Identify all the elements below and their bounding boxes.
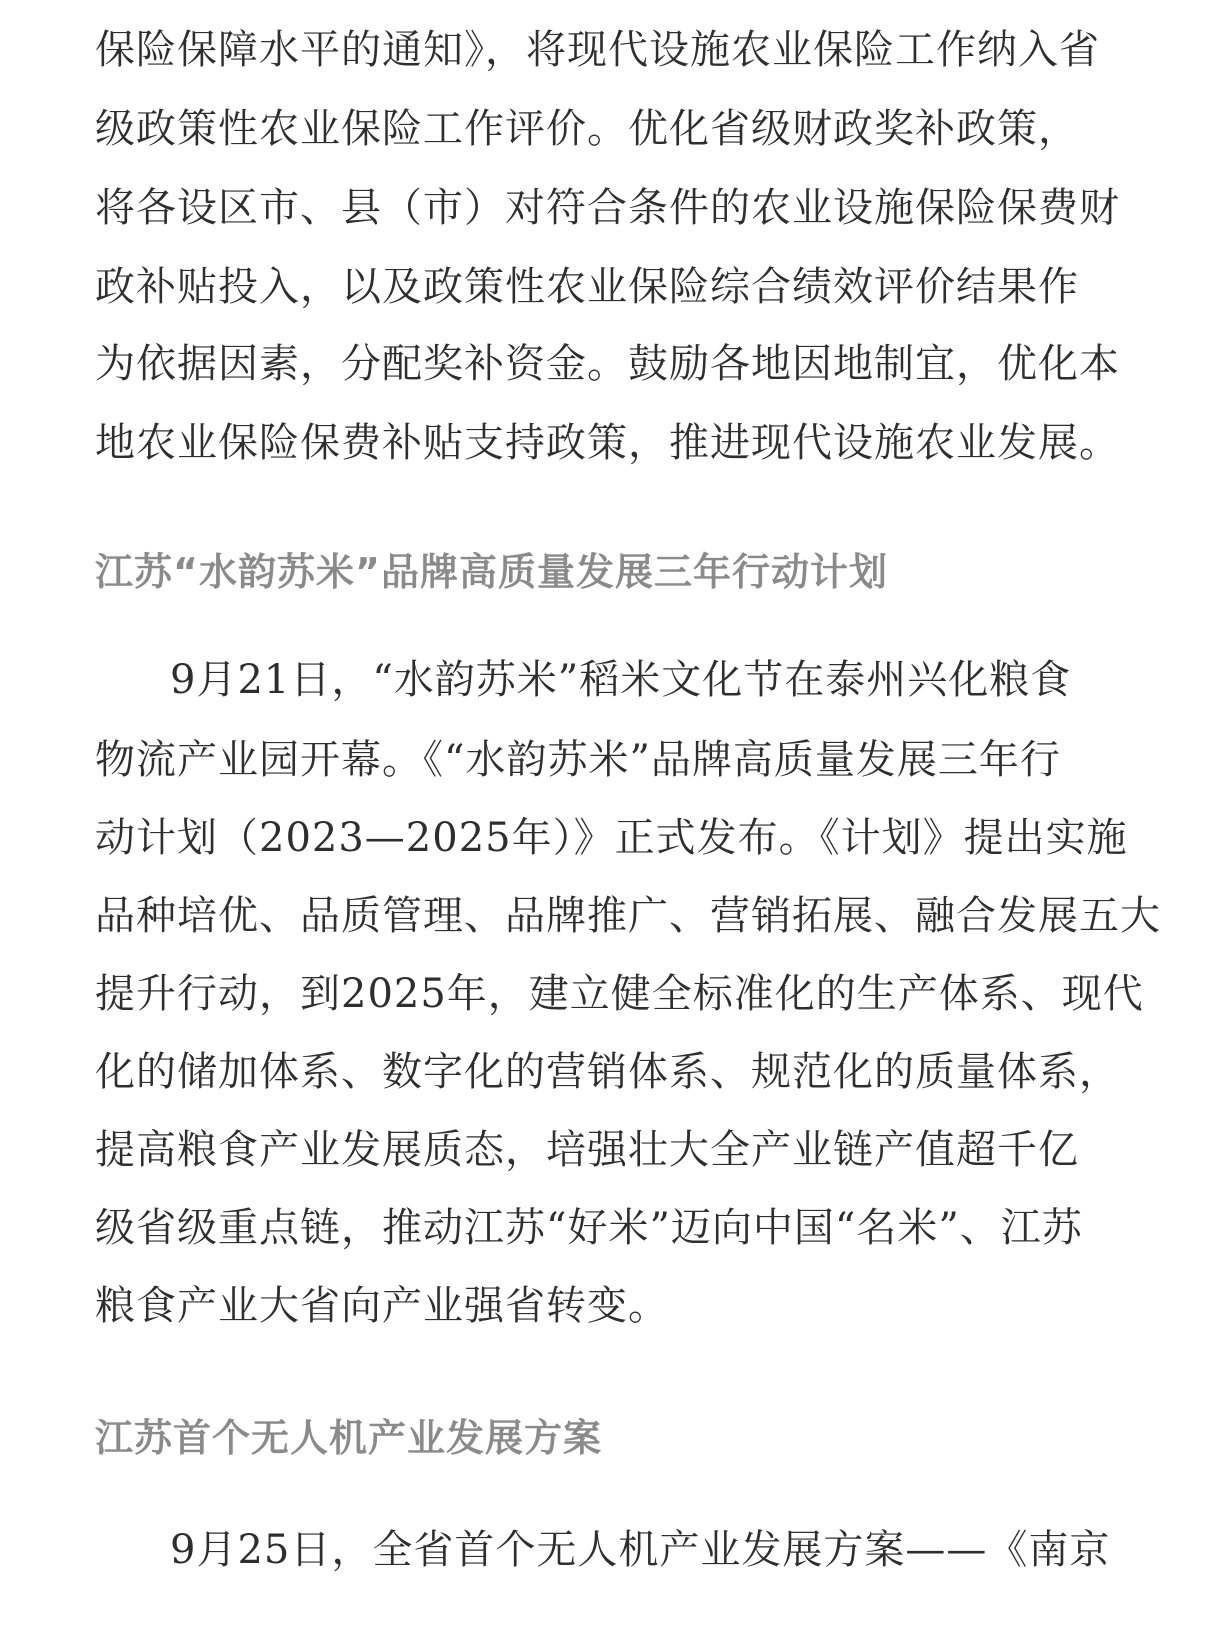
paragraph-line: 提高粮食产业发展质态，培强壮大全产业链产值超千亿 [95, 1127, 1079, 1173]
paragraph-line: 提升行动，到2025年，建立健全标准化的生产体系、现代 [95, 971, 1144, 1017]
paragraph-line: 保险保障水平的通知》，将现代设施农业保险工作纳入省 [95, 27, 1100, 73]
paragraph-line: 粮食产业大省向产业强省转变。 [95, 1283, 669, 1329]
paragraph-line: 化的储加体系、数字化的营销体系、规范化的质量体系， [95, 1049, 1120, 1095]
paragraph-line: 将各设区市、县（市）对符合条件的农业设施保险保费财 [95, 185, 1120, 231]
paragraph-line: 品种培优、品质管理、品牌推广、营销拓展、融合发展五大 [95, 893, 1161, 939]
paragraph-line: 物流产业园开幕。《“水韵苏米”品牌高质量发展三年行 [95, 737, 1061, 783]
paragraph-line: 动计划（2023—2025年）》正式发布。《计划》提出实施 [95, 815, 1128, 861]
paragraph-line: 为依据因素，分配奖补资金。鼓励各地因地制宜，优化本 [95, 341, 1120, 387]
section-heading-drone-plan: 江苏首个无人机产业发展方案 [95, 1416, 603, 1460]
paragraph-line: 级省级重点链，推动江苏“好米”迈向中国“名米”、江苏 [95, 1205, 1083, 1251]
section-heading-rice-brand: 江苏“水韵苏米”品牌高质量发展三年行动计划 [95, 550, 888, 594]
paragraph-line: 级政策性农业保险工作评价。优化省级财政奖补政策， [95, 106, 1079, 152]
paragraph-line: 政补贴投入，以及政策性农业保险综合绩效评价结果作 [95, 264, 1079, 310]
paragraph-line: 地农业保险保费补贴支持政策，推进现代设施农业发展。 [95, 420, 1120, 466]
paragraph-line: 9月25日，全省首个无人机产业发展方案——《南京 [170, 1527, 1111, 1573]
paragraph-line: 9月21日，“水韵苏米”稻米文化节在泰州兴化粮食 [170, 657, 1072, 703]
